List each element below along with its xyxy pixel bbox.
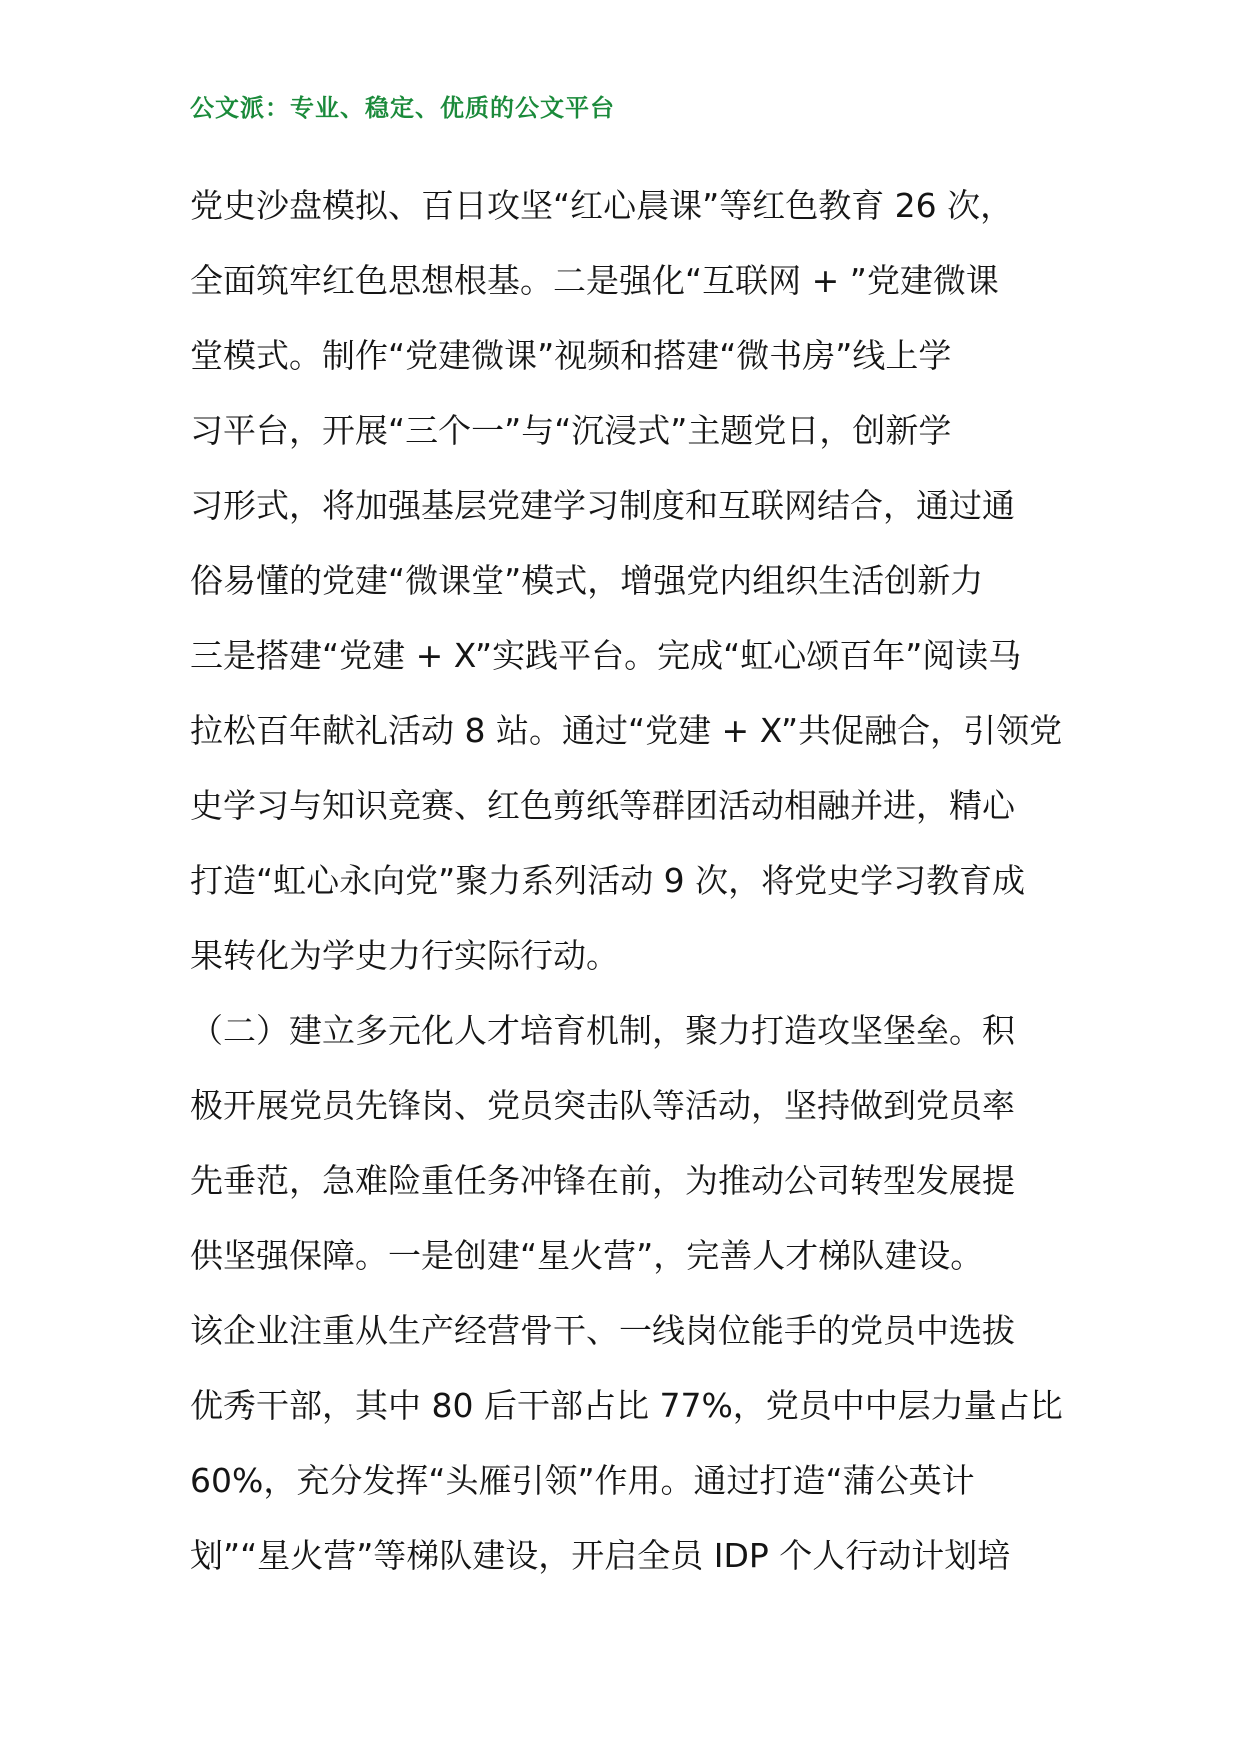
brand-header: 公文派：专业、稳定、优质的公文平台 [190,94,615,122]
paragraph-line: 全面筑牢红色思想根基。二是强化“互联网 + ”党建微课 [190,261,999,300]
paragraph-line: 史学习与知识竞赛、红色剪纸等群团活动相融并进，精心 [190,786,1015,825]
paragraph-line: 60%，充分发挥“头雁引领”作用。通过打造“蒲公英计 [190,1461,975,1500]
paragraph-line: 供坚强保障。一是创建“星火营”，完善人才梯队建设。 [190,1236,984,1275]
paragraph-line: 打造“虹心永向党”聚力系列活动 9 次，将党史学习教育成 [190,861,1026,900]
paragraph-line: 习平台，开展“三个一”与“沉浸式”主题党日，创新学 [190,411,952,450]
paragraph-line: 三是搭建“党建 + X”实践平台。完成“虹心颂百年”阅读马 [190,636,1022,675]
paragraph-line: 先垂范，急难险重任务冲锋在前，为推动公司转型发展提 [190,1161,1015,1200]
paragraph-line: 果转化为学史力行实际行动。 [190,936,619,975]
paragraph-line: 俗易懂的党建“微课堂”模式，增强党内组织生活创新力 [190,561,984,600]
paragraph-line: 堂模式。制作“党建微课”视频和搭建“微书房”线上学 [190,336,952,375]
paragraph-line: 极开展党员先锋岗、党员突击队等活动，坚持做到党员率 [190,1086,1015,1125]
paragraph-line: 优秀干部，其中 80 后干部占比 77%，党员中中层力量占比 [190,1386,1063,1425]
paragraph-line: 划”“星火营”等梯队建设，开启全员 IDP 个人行动计划培 [190,1536,1011,1575]
paragraph-line: 该企业注重从生产经营骨干、一线岗位能手的党员中选拔 [190,1311,1015,1350]
paragraph-line: 拉松百年献礼活动 8 站。通过“党建 + X”共促融合，引领党 [190,711,1063,750]
paragraph-line: 习形式，将加强基层党建学习制度和互联网结合，通过通 [190,486,1015,525]
section-heading-line: （二）建立多元化人才培育机制，聚力打造攻坚堡垒。积 [190,1011,1015,1050]
document-body [190,168,1070,1593]
paragraph-line: 党史沙盘模拟、百日攻坚“红心晨课”等红色教育 26 次， [190,186,1014,225]
